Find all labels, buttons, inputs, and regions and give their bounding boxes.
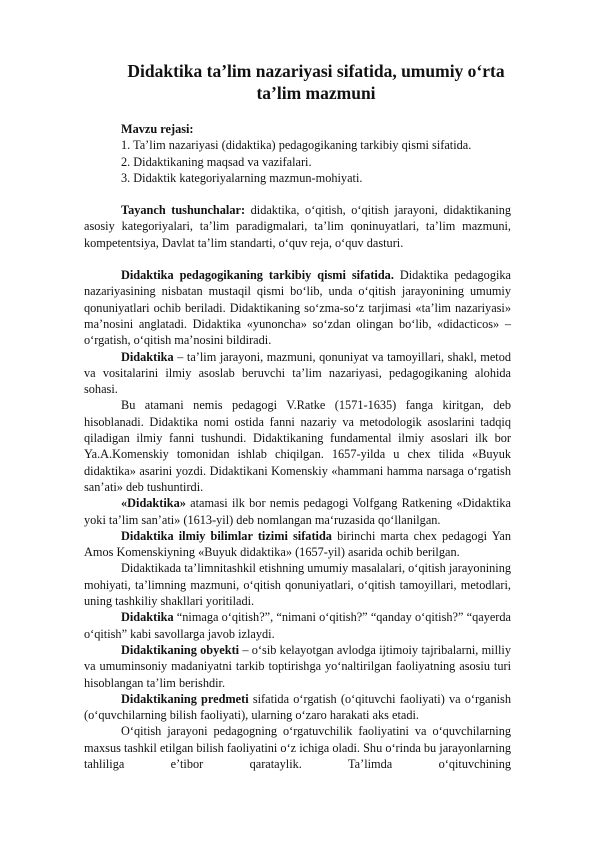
plan-item: 1. Ta’lim nazariyasi (didaktika) pedagogikaning tarkibiy qismi sifatida. [121,138,472,153]
key-terms-text: didaktika, o‘qitish, o‘qitish jarayoni, didaktikaning asosiy kategoriyalari, ta’lim paradigmalari, ta’lim qoninuyatlari, ta’lim mazmuni, kompetentsiya, Davlat ta’lim standarti, o‘quv reja, o‘quv dasturi. [84,203,511,250]
key-terms-label: Tayanch tushunchalar: [121,203,246,218]
paragraph-text: sifatida o‘rgatish (o‘qituvchi faoliyati) va o‘rganish (o‘quvchilarning bilish faoliyati), ularning o‘zaro harakati aks etadi. [84,691,511,723]
document-title: Didaktika ta’lim nazariyasi sifatida, umumiy o‘rta ta’lim mazmuni [127,61,505,103]
paragraph-lead: Didaktika [121,610,174,625]
plan-heading: Mavzu rejasi: [121,122,194,136]
paragraph-lead: Didaktika pedagogikaning tarkibiy qismi sifatida. [121,268,394,283]
topic-plan [84,121,511,186]
paragraph [84,642,511,691]
key-terms-paragraph [84,202,511,251]
paragraph [84,397,511,495]
paragraph [84,609,511,642]
paragraph [84,528,511,561]
paragraph-lead: Didaktikaning obyekti [121,642,240,657]
paragraph-text: – o‘sib kelayotgan avlodga ijtimoiy tajribalarni, milliy va umuminsoniy madaniyatni tarkib toptirishga yo‘naltirilgan faoliyatning asosiu turi hisoblangan ta’lim berishdir. [84,642,511,690]
paragraph-text: O‘qitish jarayoni pedagogning o‘rgatuvchilik faoliyatini va o‘quvchilarning maxsus tashkil etilgan bilish faoliyatini o‘z ichiga oladi. Shu o‘rinda bu jarayonlarning tahliliga e’tibor qarataylik. Ta’limda o‘qituvchining [84,724,511,771]
paragraph-text: birinchi marta chex pedagogi Yan Amos Komenskiyning «Buyuk didaktika» (1657-yil) asarida ochib berilgan. [84,528,512,560]
paragraph-text: atamasi ilk bor nemis pedagogi Volfgang Ratkening «Didaktika yoki ta’lim san’ati» (1613-yil) deb nomlangan ma‘ruzasida qo‘llanilgan. [84,496,511,527]
paragraph [84,267,511,348]
paragraph-text: Bu atamani nemis pedagogi V.Ratke (1571-1635) fanga kiritgan, deb hisoblanadi. Didaktika nomi ostida fanni nazariy va metodologik asoslarini tadqiq qiladigan ilmiy fanni tushundi. Didaktikaning fundamental ilmiy asoslari ilk bor Ya.A.Komenskiy tomonidan ishlab chiqilgan. 1657-yilda u chex tilida «Buyuk didaktika» asarini yozdi. Didaktikani Komenskiy «hammani hamma narsaga o‘rgatish san’ati» deb tushuntirdi. [84,398,511,494]
paragraph-text: Didaktika pedagogika nazariyasining nisbatan mustaqil qismi bo‘lib, unda o‘qitish jarayonining umumiy qonuniyatlari ochib beriladi. Didaktikaning so‘zma-so‘z tarjimasi «ta’lim nazariyasi» ma’nosini anglatadi. Didaktika «yunoncha» so‘zdan olingan bo‘lib, «didacticos» – o‘rgatish, o‘qitish ma’nosini bildiradi. [84,268,511,348]
paragraph-text: “nimaga o‘qitish?”, “nimani o‘qitish?” “qanday o‘qitish?” “qayerda o‘qitish” kabi savollarga javob izlaydi. [84,610,511,641]
paragraph [84,495,511,528]
paragraph-lead: Didaktikaning predmeti [121,691,249,706]
paragraph-lead: Didaktika [121,349,174,364]
plan-item: 3. Didaktik kategoriyalarning mazmun-mohiyati. [121,170,363,185]
document-page [84,60,511,772]
paragraph-lead: Didaktika ilmiy bilimlar tizimi sifatida [121,528,332,543]
plan-item: 2. Didaktikaning maqsad va vazifalari. [121,154,312,169]
paragraph [84,691,511,724]
paragraph [84,723,511,772]
paragraph-text: – ta’lim jarayoni, mazmuni, qonuniyat va tamoyillari, shakl, metod va vositalarini ilmiy asoslab beruvchi ta’lim nazariyasi, pedagogikaning alohida sohasi. [84,349,511,397]
paragraph-text: Didaktikada ta’limnitashkil etishning umumiy masalalari, o‘qitish jarayonining mohiyati, ta’limning mazmuni, o‘qitish qonuniyatlari, o‘qitish tamoyillari, metodlari, uning tashkiliy shakllari yoritiladi. [84,561,511,609]
paragraph [84,560,511,609]
paragraph-lead: «Didaktika» [121,496,186,511]
paragraph [84,349,511,398]
